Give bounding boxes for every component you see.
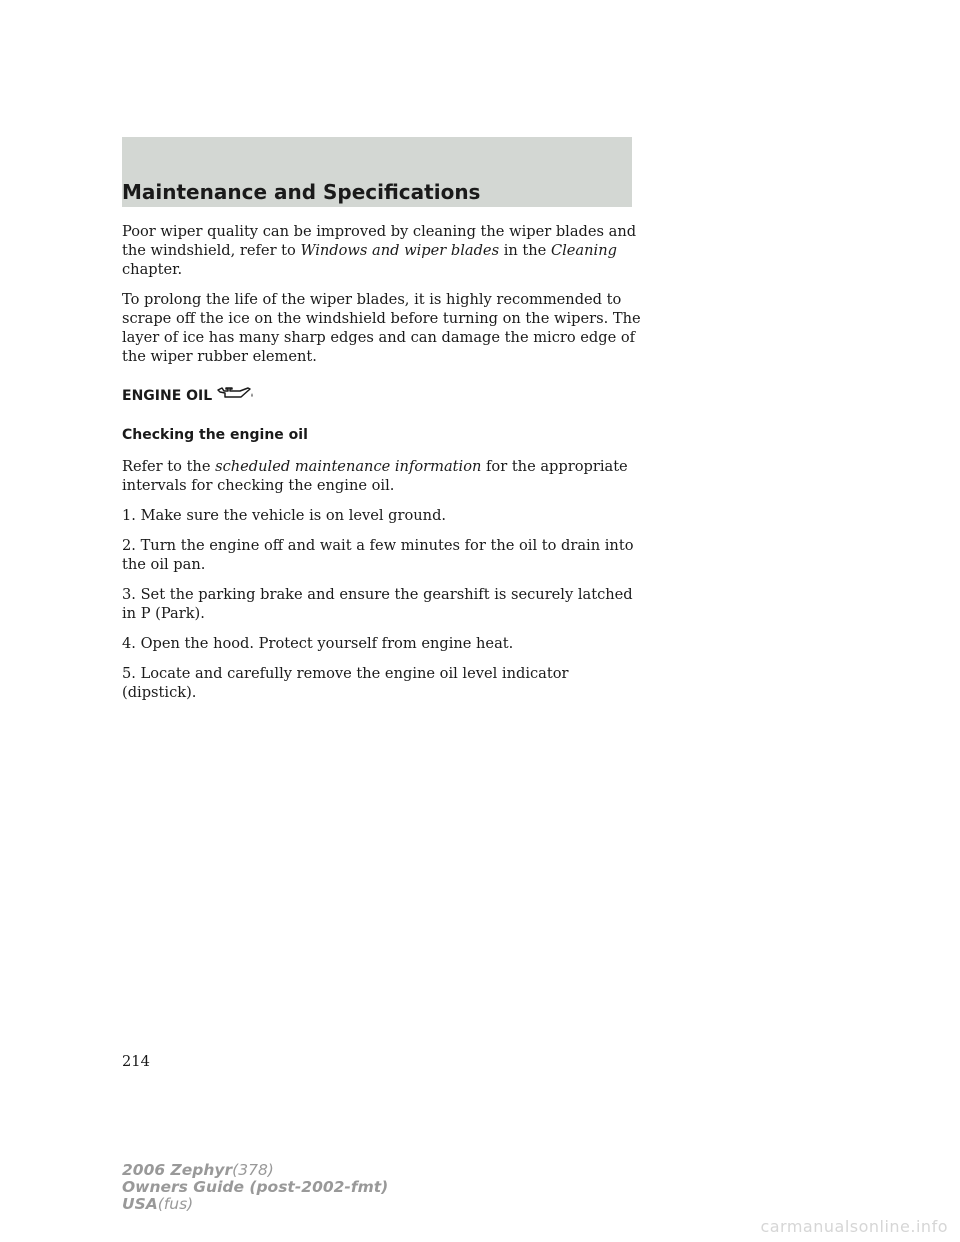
step-1: 1. Make sure the vehicle is on level ground. [122, 507, 447, 524]
body-text [122, 222, 642, 713]
step-4: 4. Open the hood. Protect yourself from engine heat. [122, 635, 514, 652]
reference-scheduled-maintenance: scheduled maintenance information [215, 458, 482, 475]
footer-region-code: (fus) [157, 1195, 194, 1213]
paragraph-refer-schedule [122, 457, 642, 495]
paragraph-wiper-cleaning [122, 222, 642, 279]
oil-can-icon [216, 383, 256, 403]
footer-region: USA [122, 1195, 158, 1213]
step-3: 3. Set the parking brake and ensure the gearshift is securely latched in P (Park). [122, 586, 633, 622]
footer-line-guide: Owners Guide (post-2002-fmt) [122, 1178, 389, 1196]
page-number: 214 [122, 1053, 150, 1070]
footer-model-code: (378) [232, 1161, 274, 1179]
step-5: 5. Locate and carefully remove the engine oil level indicator (dipstick). [122, 665, 569, 701]
reference-cleaning-chapter: Cleaning [550, 242, 617, 259]
text-run: chapter. [122, 261, 183, 278]
page-title: Maintenance and Specifications [122, 180, 481, 204]
footer-line-model [122, 1162, 388, 1179]
watermark: carmanualsonline.info [760, 1217, 948, 1236]
document-footer [122, 1162, 388, 1213]
section-heading-engine-oil [122, 386, 642, 406]
reference-windows-wiper-blades: Windows and wiper blades [300, 242, 500, 259]
subheading-checking-engine-oil: Checking the engine oil [122, 427, 308, 443]
footer-model: 2006 Zephyr [122, 1161, 233, 1179]
text-run: Poor wiper quality can be improved by cleaning the wiper blades and the windshield, refer to [122, 223, 637, 259]
text-run: in the [499, 242, 551, 259]
paragraph-wiper-ice: To prolong the life of the wiper blades, it is highly recommended to scrape off the ice on the windshield before turning on the wipers. The layer of ice has many sharp edges and can damage the micro edge of the wiper rubber element. [122, 291, 641, 365]
text-run: Refer to the [122, 458, 216, 475]
footer-line-region [122, 1196, 388, 1213]
text-run: for the appropriate intervals for checking the engine oil. [122, 458, 628, 494]
step-2: 2. Turn the engine off and wait a few minutes for the oil to drain into the oil pan. [122, 537, 634, 573]
heading-label: ENGINE OIL [122, 387, 213, 404]
